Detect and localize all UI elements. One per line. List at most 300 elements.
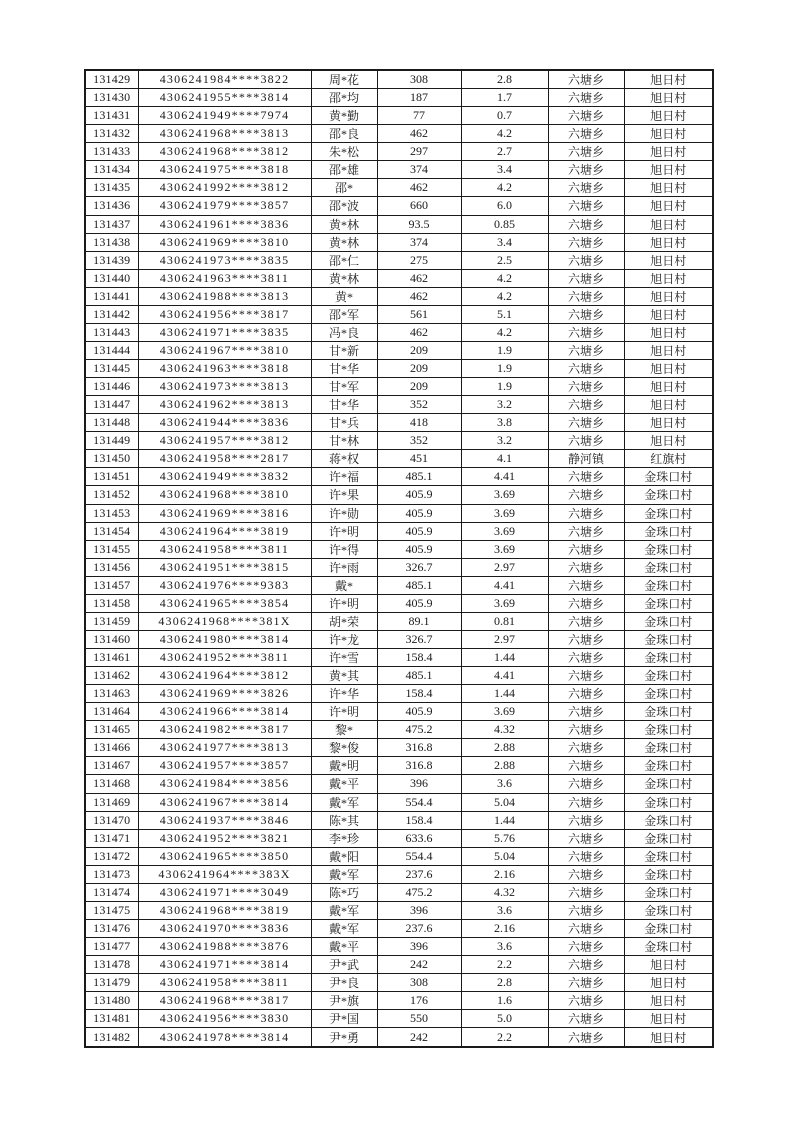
cell-id-number: 4306241973****3835 <box>138 251 311 269</box>
cell-name: 邵* <box>311 179 377 197</box>
cell-township: 六塘乡 <box>548 107 624 125</box>
cell-village: 金珠口村 <box>624 685 713 703</box>
cell-township: 六塘乡 <box>548 847 624 865</box>
cell-name: 邵*雄 <box>311 161 377 179</box>
cell-amount: 550 <box>377 1010 461 1028</box>
cell-name: 戴*军 <box>311 793 377 811</box>
cell-area: 3.4 <box>461 161 548 179</box>
cell-name: 许*明 <box>311 703 377 721</box>
cell-id-number: 4306241964****3819 <box>138 522 311 540</box>
cell-amount: 405.9 <box>377 703 461 721</box>
cell-township: 六塘乡 <box>548 974 624 992</box>
cell-township: 六塘乡 <box>548 956 624 974</box>
cell-township: 六塘乡 <box>548 775 624 793</box>
cell-id-number: 4306241949****3832 <box>138 468 311 486</box>
cell-village: 旭日村 <box>624 432 713 450</box>
cell-township: 六塘乡 <box>548 143 624 161</box>
cell-township: 六塘乡 <box>548 992 624 1010</box>
cell-amount: 405.9 <box>377 540 461 558</box>
cell-township: 六塘乡 <box>548 522 624 540</box>
cell-amount: 326.7 <box>377 558 461 576</box>
cell-amount: 374 <box>377 161 461 179</box>
cell-village: 金珠口村 <box>624 865 713 883</box>
cell-id-number: 4306241969****3826 <box>138 685 311 703</box>
cell-name: 许*雨 <box>311 558 377 576</box>
cell-sequence-number: 131464 <box>85 703 138 721</box>
cell-id-number: 4306241968****3810 <box>138 486 311 504</box>
cell-village: 金珠口村 <box>624 486 713 504</box>
cell-sequence-number: 131431 <box>85 107 138 125</box>
table-row <box>85 450 713 468</box>
cell-township: 六塘乡 <box>548 757 624 775</box>
cell-id-number: 4306241962****3813 <box>138 396 311 414</box>
cell-id-number: 4306241964****3812 <box>138 667 311 685</box>
cell-name: 许*福 <box>311 468 377 486</box>
cell-area: 4.2 <box>461 179 548 197</box>
cell-township: 六塘乡 <box>548 341 624 359</box>
cell-village: 旭日村 <box>624 143 713 161</box>
cell-amount: 297 <box>377 143 461 161</box>
cell-amount: 158.4 <box>377 685 461 703</box>
cell-name: 邵*军 <box>311 305 377 323</box>
table-row <box>85 125 713 143</box>
cell-id-number: 4306241958****3811 <box>138 974 311 992</box>
cell-village: 旭日村 <box>624 287 713 305</box>
cell-amount: 374 <box>377 233 461 251</box>
cell-name: 李*珍 <box>311 829 377 847</box>
cell-name: 蒋*权 <box>311 450 377 468</box>
cell-township: 六塘乡 <box>548 89 624 107</box>
cell-area: 3.69 <box>461 594 548 612</box>
cell-id-number: 4306241967****3810 <box>138 341 311 359</box>
cell-sequence-number: 131432 <box>85 125 138 143</box>
cell-village: 金珠口村 <box>624 468 713 486</box>
cell-amount: 209 <box>377 360 461 378</box>
cell-id-number: 4306241944****3836 <box>138 414 311 432</box>
table-row <box>85 378 713 396</box>
cell-amount: 405.9 <box>377 486 461 504</box>
cell-id-number: 4306241968****3813 <box>138 125 311 143</box>
cell-name: 尹*国 <box>311 1010 377 1028</box>
cell-township: 六塘乡 <box>548 414 624 432</box>
cell-name: 黄* <box>311 287 377 305</box>
cell-sequence-number: 131462 <box>85 667 138 685</box>
cell-township: 六塘乡 <box>548 360 624 378</box>
cell-name: 陈*其 <box>311 811 377 829</box>
cell-township: 六塘乡 <box>548 1010 624 1028</box>
cell-township: 六塘乡 <box>548 901 624 919</box>
cell-township: 六塘乡 <box>548 233 624 251</box>
cell-sequence-number: 131430 <box>85 89 138 107</box>
cell-village: 金珠口村 <box>624 721 713 739</box>
cell-sequence-number: 131473 <box>85 865 138 883</box>
cell-sequence-number: 131451 <box>85 468 138 486</box>
cell-sequence-number: 131437 <box>85 215 138 233</box>
table-row <box>85 287 713 305</box>
cell-amount: 209 <box>377 378 461 396</box>
cell-township: 六塘乡 <box>548 612 624 630</box>
cell-name: 胡*荣 <box>311 612 377 630</box>
cell-name: 戴*明 <box>311 757 377 775</box>
cell-village: 金珠口村 <box>624 829 713 847</box>
cell-amount: 308 <box>377 70 461 89</box>
table-row <box>85 919 713 937</box>
cell-id-number: 4306241980****3814 <box>138 630 311 648</box>
cell-name: 许*龙 <box>311 630 377 648</box>
cell-sequence-number: 131472 <box>85 847 138 865</box>
cell-name: 许*勋 <box>311 504 377 522</box>
cell-area: 5.04 <box>461 793 548 811</box>
cell-area: 4.2 <box>461 269 548 287</box>
cell-id-number: 4306241952****3821 <box>138 829 311 847</box>
cell-sequence-number: 131478 <box>85 956 138 974</box>
cell-village: 旭日村 <box>624 396 713 414</box>
cell-sequence-number: 131445 <box>85 360 138 378</box>
cell-name: 许*华 <box>311 685 377 703</box>
cell-township: 六塘乡 <box>548 161 624 179</box>
cell-village: 金珠口村 <box>624 919 713 937</box>
cell-sequence-number: 131460 <box>85 630 138 648</box>
table-row <box>85 414 713 432</box>
table-row <box>85 721 713 739</box>
cell-sequence-number: 131435 <box>85 179 138 197</box>
cell-village: 金珠口村 <box>624 522 713 540</box>
cell-name: 甘*华 <box>311 396 377 414</box>
cell-id-number: 4306241977****3813 <box>138 739 311 757</box>
table-row <box>85 883 713 901</box>
cell-village: 金珠口村 <box>624 883 713 901</box>
cell-id-number: 4306241988****3813 <box>138 287 311 305</box>
cell-name: 戴*军 <box>311 901 377 919</box>
cell-amount: 462 <box>377 287 461 305</box>
table-row <box>85 685 713 703</box>
cell-sequence-number: 131433 <box>85 143 138 161</box>
cell-name: 朱*松 <box>311 143 377 161</box>
cell-name: 许*得 <box>311 540 377 558</box>
cell-amount: 176 <box>377 992 461 1010</box>
cell-area: 3.69 <box>461 540 548 558</box>
cell-id-number: 4306241982****3817 <box>138 721 311 739</box>
cell-name: 尹*武 <box>311 956 377 974</box>
table-row <box>85 1010 713 1028</box>
cell-name: 黄*林 <box>311 215 377 233</box>
cell-amount: 554.4 <box>377 847 461 865</box>
cell-sequence-number: 131448 <box>85 414 138 432</box>
cell-township: 六塘乡 <box>548 919 624 937</box>
table-row <box>85 432 713 450</box>
cell-township: 六塘乡 <box>548 378 624 396</box>
table-row <box>85 974 713 992</box>
cell-id-number: 4306241965****3850 <box>138 847 311 865</box>
cell-sequence-number: 131475 <box>85 901 138 919</box>
cell-name: 黄*林 <box>311 233 377 251</box>
cell-area: 4.41 <box>461 667 548 685</box>
cell-amount: 308 <box>377 974 461 992</box>
cell-township: 六塘乡 <box>548 305 624 323</box>
cell-amount: 316.8 <box>377 739 461 757</box>
cell-area: 1.6 <box>461 992 548 1010</box>
cell-village: 金珠口村 <box>624 811 713 829</box>
cell-name: 甘*军 <box>311 378 377 396</box>
cell-id-number: 4306241955****3814 <box>138 89 311 107</box>
table-row <box>85 630 713 648</box>
cell-amount: 158.4 <box>377 811 461 829</box>
cell-id-number: 4306241976****9383 <box>138 576 311 594</box>
cell-area: 4.32 <box>461 721 548 739</box>
cell-area: 3.69 <box>461 504 548 522</box>
table-row <box>85 703 713 721</box>
table-row <box>85 739 713 757</box>
cell-sequence-number: 131465 <box>85 721 138 739</box>
cell-village: 旭日村 <box>624 125 713 143</box>
cell-sequence-number: 131479 <box>85 974 138 992</box>
cell-village: 金珠口村 <box>624 938 713 956</box>
cell-township: 六塘乡 <box>548 558 624 576</box>
table-row <box>85 161 713 179</box>
table-row <box>85 522 713 540</box>
cell-village: 金珠口村 <box>624 793 713 811</box>
cell-name: 尹*旗 <box>311 992 377 1010</box>
cell-id-number: 4306241964****383X <box>138 865 311 883</box>
cell-area: 1.44 <box>461 649 548 667</box>
table-row <box>85 847 713 865</box>
cell-sequence-number: 131461 <box>85 649 138 667</box>
table-row <box>85 215 713 233</box>
cell-sequence-number: 131454 <box>85 522 138 540</box>
cell-sequence-number: 131468 <box>85 775 138 793</box>
cell-amount: 396 <box>377 938 461 956</box>
cell-id-number: 4306241969****3816 <box>138 504 311 522</box>
cell-id-number: 4306241984****3822 <box>138 70 311 89</box>
cell-id-number: 4306241957****3857 <box>138 757 311 775</box>
cell-township: 静河镇 <box>548 450 624 468</box>
cell-amount: 462 <box>377 269 461 287</box>
cell-id-number: 4306241984****3856 <box>138 775 311 793</box>
table-row <box>85 649 713 667</box>
table-row <box>85 576 713 594</box>
cell-township: 六塘乡 <box>548 504 624 522</box>
cell-amount: 485.1 <box>377 576 461 594</box>
cell-village: 金珠口村 <box>624 649 713 667</box>
cell-village: 旭日村 <box>624 323 713 341</box>
table-row <box>85 811 713 829</box>
table-row <box>85 486 713 504</box>
cell-id-number: 4306241968****3817 <box>138 992 311 1010</box>
cell-area: 3.69 <box>461 703 548 721</box>
cell-name: 甘*兵 <box>311 414 377 432</box>
cell-township: 六塘乡 <box>548 432 624 450</box>
cell-amount: 475.2 <box>377 721 461 739</box>
cell-village: 旭日村 <box>624 70 713 89</box>
cell-name: 戴*军 <box>311 919 377 937</box>
cell-village: 金珠口村 <box>624 847 713 865</box>
cell-sequence-number: 131459 <box>85 612 138 630</box>
cell-area: 0.81 <box>461 612 548 630</box>
cell-amount: 93.5 <box>377 215 461 233</box>
cell-area: 2.2 <box>461 1028 548 1047</box>
cell-area: 1.9 <box>461 360 548 378</box>
table-row <box>85 197 713 215</box>
cell-sequence-number: 131442 <box>85 305 138 323</box>
cell-amount: 660 <box>377 197 461 215</box>
cell-area: 5.76 <box>461 829 548 847</box>
cell-village: 旭日村 <box>624 1028 713 1047</box>
cell-id-number: 4306241970****3836 <box>138 919 311 937</box>
cell-sequence-number: 131438 <box>85 233 138 251</box>
cell-township: 六塘乡 <box>548 938 624 956</box>
table-row <box>85 341 713 359</box>
cell-name: 甘*新 <box>311 341 377 359</box>
cell-amount: 316.8 <box>377 757 461 775</box>
cell-township: 六塘乡 <box>548 793 624 811</box>
cell-id-number: 4306241937****3846 <box>138 811 311 829</box>
cell-id-number: 4306241957****3812 <box>138 432 311 450</box>
table-row <box>85 901 713 919</box>
cell-area: 4.41 <box>461 576 548 594</box>
cell-amount: 462 <box>377 323 461 341</box>
cell-name: 戴*军 <box>311 865 377 883</box>
cell-area: 2.8 <box>461 974 548 992</box>
cell-amount: 209 <box>377 341 461 359</box>
cell-village: 金珠口村 <box>624 576 713 594</box>
cell-amount: 352 <box>377 432 461 450</box>
cell-area: 1.44 <box>461 811 548 829</box>
cell-township: 六塘乡 <box>548 594 624 612</box>
cell-village: 旭日村 <box>624 956 713 974</box>
cell-village: 金珠口村 <box>624 775 713 793</box>
cell-sequence-number: 131453 <box>85 504 138 522</box>
cell-name: 邵*波 <box>311 197 377 215</box>
cell-sequence-number: 131455 <box>85 540 138 558</box>
table-row <box>85 70 713 89</box>
cell-village: 旭日村 <box>624 360 713 378</box>
cell-sequence-number: 131474 <box>85 883 138 901</box>
cell-village: 金珠口村 <box>624 703 713 721</box>
cell-name: 尹*勇 <box>311 1028 377 1047</box>
cell-village: 旭日村 <box>624 215 713 233</box>
table-row <box>85 938 713 956</box>
cell-sequence-number: 131452 <box>85 486 138 504</box>
cell-amount: 451 <box>377 450 461 468</box>
cell-amount: 237.6 <box>377 865 461 883</box>
cell-sequence-number: 131444 <box>85 341 138 359</box>
cell-village: 金珠口村 <box>624 630 713 648</box>
cell-sequence-number: 131446 <box>85 378 138 396</box>
cell-id-number: 4306241951****3815 <box>138 558 311 576</box>
cell-area: 3.6 <box>461 901 548 919</box>
table-row <box>85 540 713 558</box>
cell-area: 4.1 <box>461 450 548 468</box>
cell-id-number: 4306241971****3814 <box>138 956 311 974</box>
cell-amount: 418 <box>377 414 461 432</box>
cell-name: 周*花 <box>311 70 377 89</box>
cell-village: 旭日村 <box>624 378 713 396</box>
cell-id-number: 4306241963****3811 <box>138 269 311 287</box>
cell-id-number: 4306241965****3854 <box>138 594 311 612</box>
cell-township: 六塘乡 <box>548 883 624 901</box>
cell-area: 2.16 <box>461 919 548 937</box>
cell-area: 4.2 <box>461 125 548 143</box>
cell-amount: 352 <box>377 396 461 414</box>
cell-township: 六塘乡 <box>548 703 624 721</box>
table-row <box>85 468 713 486</box>
cell-name: 许*雪 <box>311 649 377 667</box>
table-row <box>85 956 713 974</box>
cell-village: 金珠口村 <box>624 558 713 576</box>
cell-village: 旭日村 <box>624 305 713 323</box>
cell-village: 旭日村 <box>624 233 713 251</box>
cell-township: 六塘乡 <box>548 486 624 504</box>
cell-area: 5.04 <box>461 847 548 865</box>
cell-id-number: 4306241958****3811 <box>138 540 311 558</box>
cell-amount: 89.1 <box>377 612 461 630</box>
cell-area: 6.0 <box>461 197 548 215</box>
cell-amount: 561 <box>377 305 461 323</box>
cell-area: 1.9 <box>461 341 548 359</box>
cell-id-number: 4306241968****3812 <box>138 143 311 161</box>
cell-area: 4.2 <box>461 287 548 305</box>
cell-name: 黎* <box>311 721 377 739</box>
cell-village: 旭日村 <box>624 251 713 269</box>
cell-name: 陈*巧 <box>311 883 377 901</box>
cell-area: 3.69 <box>461 522 548 540</box>
cell-village: 旭日村 <box>624 414 713 432</box>
cell-area: 0.85 <box>461 215 548 233</box>
cell-name: 邵*均 <box>311 89 377 107</box>
cell-area: 3.2 <box>461 396 548 414</box>
cell-amount: 405.9 <box>377 504 461 522</box>
cell-sequence-number: 131463 <box>85 685 138 703</box>
cell-name: 黄*其 <box>311 667 377 685</box>
cell-area: 5.1 <box>461 305 548 323</box>
cell-id-number: 4306241967****3814 <box>138 793 311 811</box>
cell-village: 旭日村 <box>624 197 713 215</box>
cell-village: 金珠口村 <box>624 667 713 685</box>
cell-township: 六塘乡 <box>548 540 624 558</box>
cell-village: 旭日村 <box>624 107 713 125</box>
table-row <box>85 594 713 612</box>
cell-id-number: 4306241958****2817 <box>138 450 311 468</box>
cell-area: 2.88 <box>461 757 548 775</box>
cell-sequence-number: 131457 <box>85 576 138 594</box>
cell-sequence-number: 131443 <box>85 323 138 341</box>
cell-sequence-number: 131440 <box>85 269 138 287</box>
table-row <box>85 829 713 847</box>
cell-id-number: 4306241988****3876 <box>138 938 311 956</box>
cell-amount: 554.4 <box>377 793 461 811</box>
cell-sequence-number: 131467 <box>85 757 138 775</box>
cell-township: 六塘乡 <box>548 269 624 287</box>
cell-township: 六塘乡 <box>548 630 624 648</box>
cell-area: 0.7 <box>461 107 548 125</box>
table-row <box>85 793 713 811</box>
cell-name: 戴*阳 <box>311 847 377 865</box>
cell-amount: 405.9 <box>377 522 461 540</box>
cell-sequence-number: 131436 <box>85 197 138 215</box>
cell-area: 1.9 <box>461 378 548 396</box>
cell-township: 六塘乡 <box>548 396 624 414</box>
cell-village: 红旗村 <box>624 450 713 468</box>
cell-village: 旭日村 <box>624 974 713 992</box>
cell-village: 旭日村 <box>624 341 713 359</box>
table-row <box>85 107 713 125</box>
cell-township: 六塘乡 <box>548 739 624 757</box>
table-row <box>85 269 713 287</box>
cell-area: 3.4 <box>461 233 548 251</box>
cell-name: 冯*良 <box>311 323 377 341</box>
cell-area: 3.6 <box>461 775 548 793</box>
cell-sequence-number: 131441 <box>85 287 138 305</box>
